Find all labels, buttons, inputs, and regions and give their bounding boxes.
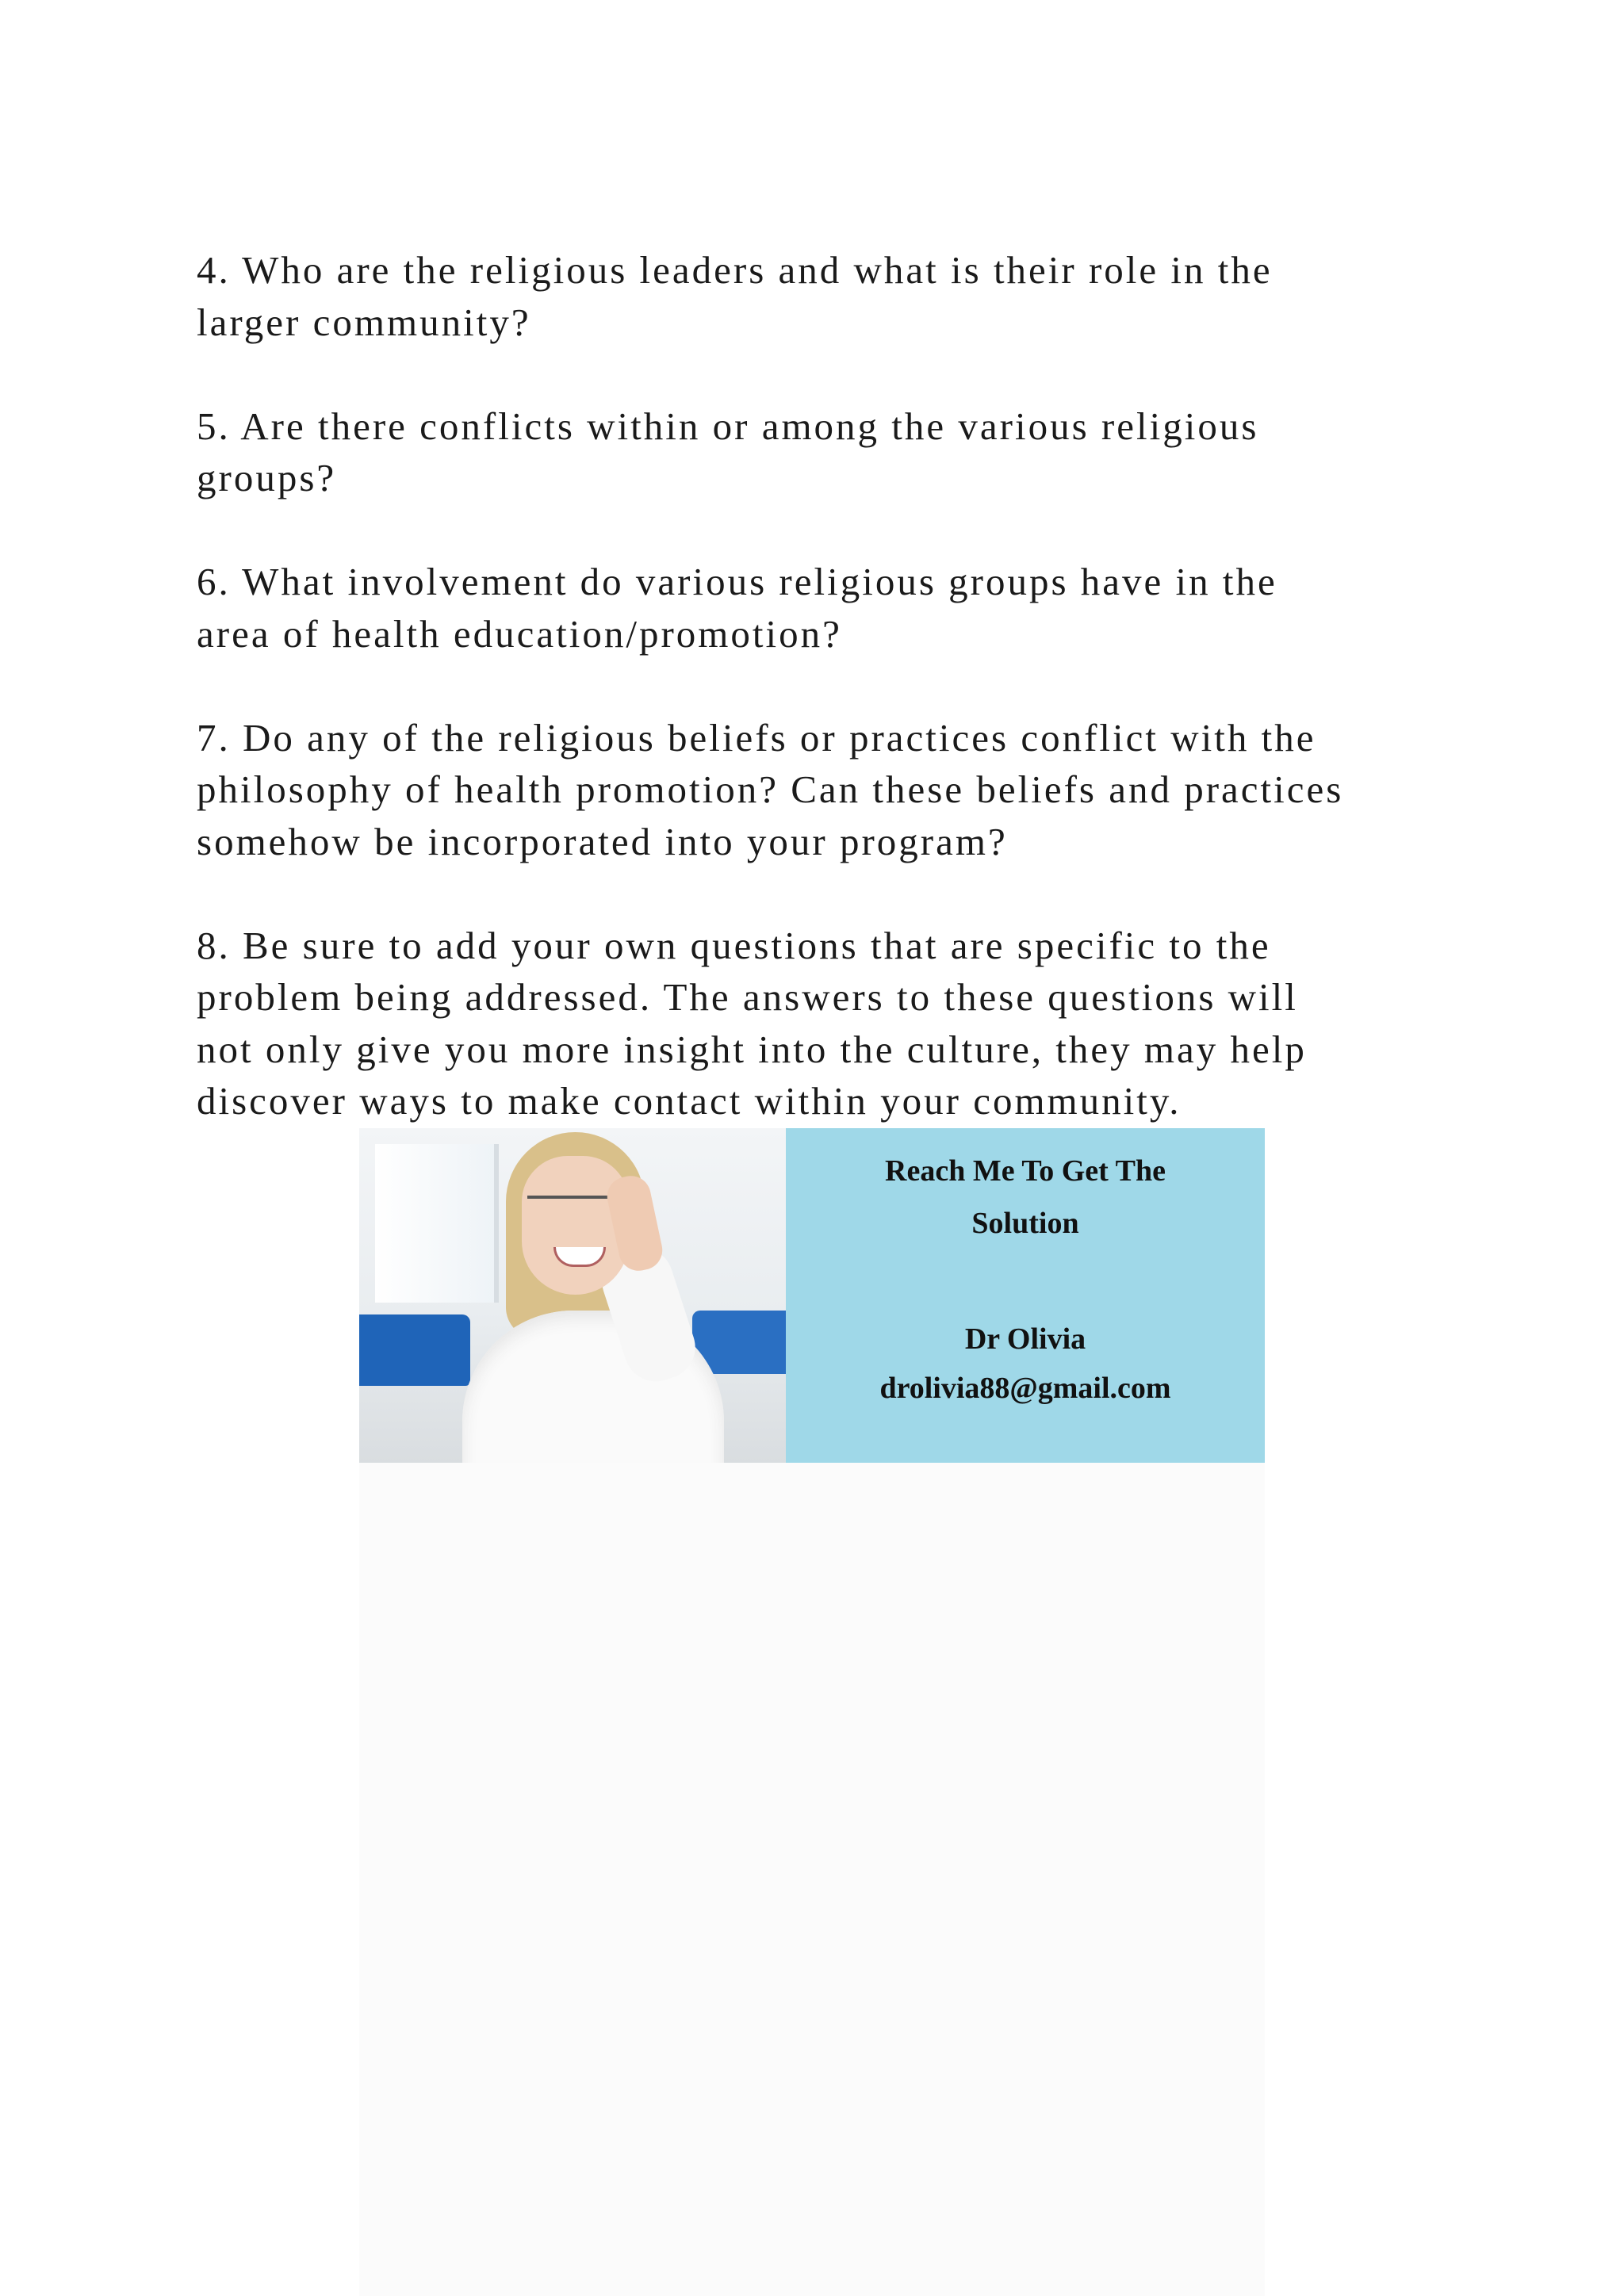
question-4: 4. Who are the religious leaders and what is their role in the larger community?: [197, 248, 1273, 344]
faint-background-panel: [359, 1463, 1265, 2296]
contact-heading-line2: Solution: [971, 1207, 1079, 1240]
contact-panel: [786, 1128, 1265, 1463]
photo-window: [375, 1144, 499, 1303]
contact-heading-line1: Reach Me To Get The: [885, 1154, 1166, 1188]
question-7: 7. Do any of the religious beliefs or practices conflict with the philosophy of health promotion? Can these beliefs and practices somehow be incorporated into your program?: [197, 715, 1344, 863]
contact-banner: [359, 1128, 1265, 1463]
photo-chair-left: [359, 1314, 470, 1386]
question-8: 8. Be sure to add your own questions that are specific to the problem being addressed. The answers to these questions will not only give you more insight into the culture, they may help discover ways to make contact within your community.: [197, 923, 1307, 1123]
question-6: 6. What involvement do various religious groups have in the area of health education/promotion?: [197, 560, 1277, 656]
document-body: [197, 244, 1434, 1127]
contact-email: drolivia88@gmail.com: [879, 1372, 1171, 1405]
tutor-photo: [359, 1128, 786, 1463]
contact-name: Dr Olivia: [964, 1322, 1086, 1356]
question-5: 5. Are there conflicts within or among the various religious groups?: [197, 404, 1259, 499]
